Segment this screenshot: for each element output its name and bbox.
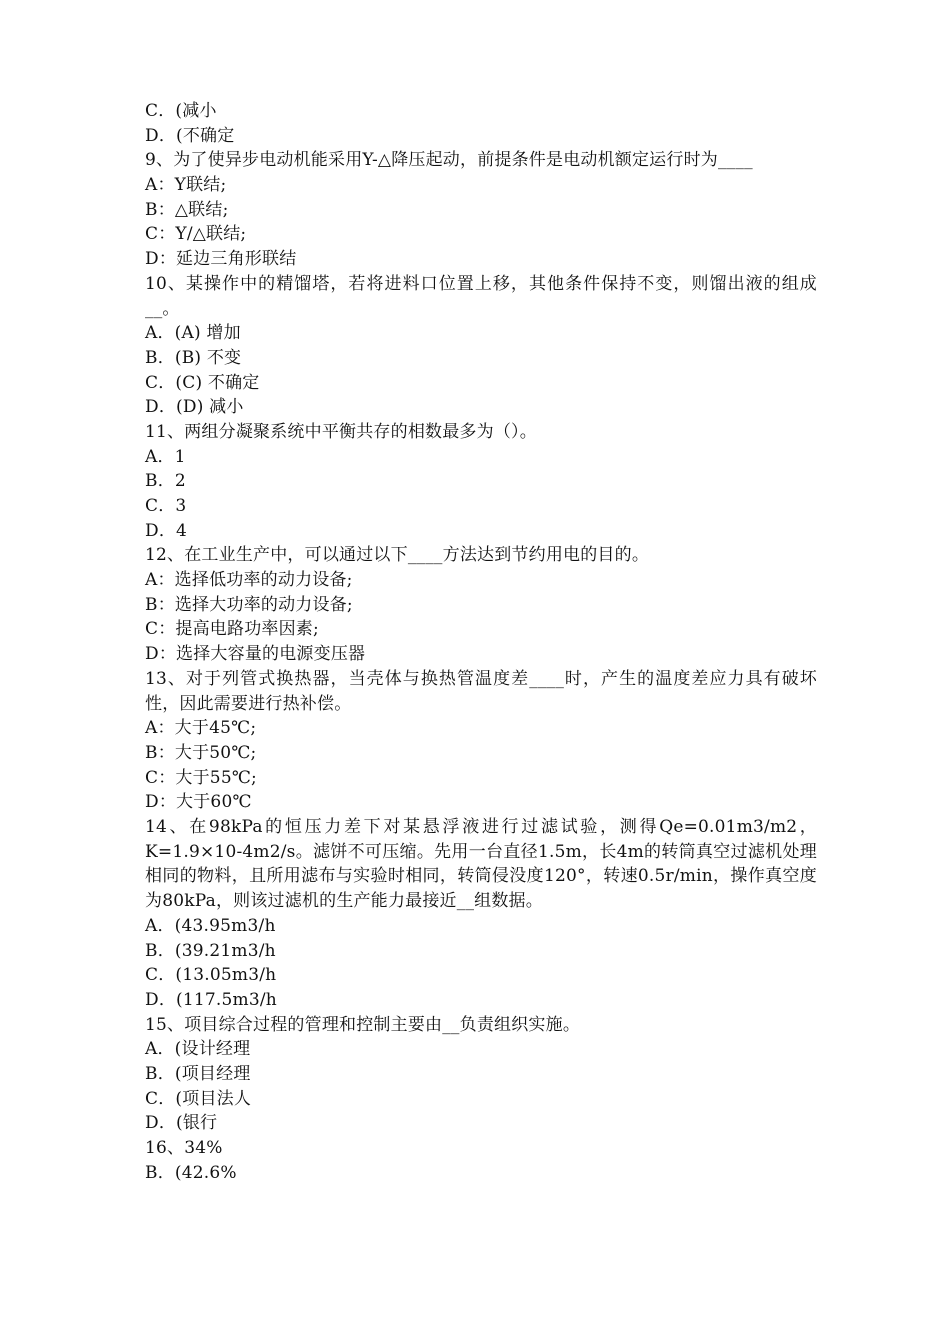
q15-option-b: B．(项目经理 (145, 1063, 251, 1084)
q16-option-b: B．(42.6% (145, 1162, 237, 1183)
q12-option-c: C：提高电路功率因素; (145, 619, 319, 640)
question-16: 16、34% (145, 1138, 223, 1158)
q12-option-b: B：选择大功率的动力设备; (145, 594, 353, 615)
document-page (145, 99, 817, 1185)
q11-option-c: C．3 (145, 496, 187, 517)
question-11: 11、两组分凝聚系统中平衡共存的相数最多为（）。 (145, 421, 537, 442)
q15-option-d: D．(银行 (145, 1113, 218, 1134)
question-14: 14、在98kPa的恒压力差下对某悬浮液进行过滤试验，测得Qe=0.01m3/m2，K=1.9×10-4m2/s。滤饼不可压缩。先用一台直径1.5m，长4m的转筒真空过滤机处理相同的物料，且所用滤布与实验时相同，转筒侵没度120°，转速0.5r/min，操作真空度为80kPa，则该过滤机的生产能力最接近__组数据。 (145, 817, 817, 912)
q11-option-b: B．2 (145, 471, 186, 492)
question-15: 15、项目综合过程的管理和控制主要由__负责组织实施。 (145, 1014, 581, 1035)
q9-option-a: A：Y联结; (145, 175, 227, 196)
q14-option-c: C．(13.05m3/h (145, 965, 277, 986)
q13-option-b: B：大于50℃; (145, 742, 257, 763)
q12-option-d: D：选择大容量的电源变压器 (145, 644, 366, 665)
question-13: 13、对于列管式换热器，当壳体与换热管温度差____时，产生的温度差应力具有破坏性，因此需要进行热补偿。 (145, 668, 817, 714)
q8-option-d: D．(不确定 (145, 125, 235, 146)
question-10: 10、某操作中的精馏塔，若将进料口位置上移，其他条件保持不变，则馏出液的组成__。 (145, 273, 817, 319)
q13-option-d: D：大于60℃ (145, 792, 252, 813)
q8-option-c: C．(减小 (145, 101, 217, 121)
q10-option-b: B．(B) 不变 (145, 347, 242, 368)
q10-option-d: D．(D) 减小 (145, 397, 244, 418)
q13-option-a: A：大于45℃; (145, 718, 257, 739)
q9-option-c: C：Y/△联结; (145, 224, 247, 245)
q14-option-b: B．(39.21m3/h (145, 940, 276, 961)
q9-option-b: B：△联结; (145, 199, 229, 220)
q11-option-a: A．1 (145, 446, 186, 467)
q14-option-a: A．(43.95m3/h (145, 915, 276, 936)
q9-option-d: D：延边三角形联结 (145, 249, 297, 270)
q13-option-c: C：大于55℃; (145, 767, 257, 788)
q15-option-a: A．(设计经理 (145, 1039, 251, 1060)
q10-option-c: C．(C) 不确定 (145, 372, 260, 393)
q12-option-a: A：选择低功率的动力设备; (145, 570, 353, 591)
question-12: 12、在工业生产中，可以通过以下____方法达到节约用电的目的。 (145, 545, 650, 566)
q15-option-c: C．(项目法人 (145, 1088, 252, 1109)
q10-option-a: A．(A) 增加 (145, 323, 241, 344)
q11-option-d: D．4 (145, 520, 188, 541)
question-9: 9、为了使异步电动机能采用Y-△降压起动，前提条件是电动机额定运行时为____ (145, 150, 753, 171)
q14-option-d: D．(117.5m3/h (145, 989, 277, 1010)
